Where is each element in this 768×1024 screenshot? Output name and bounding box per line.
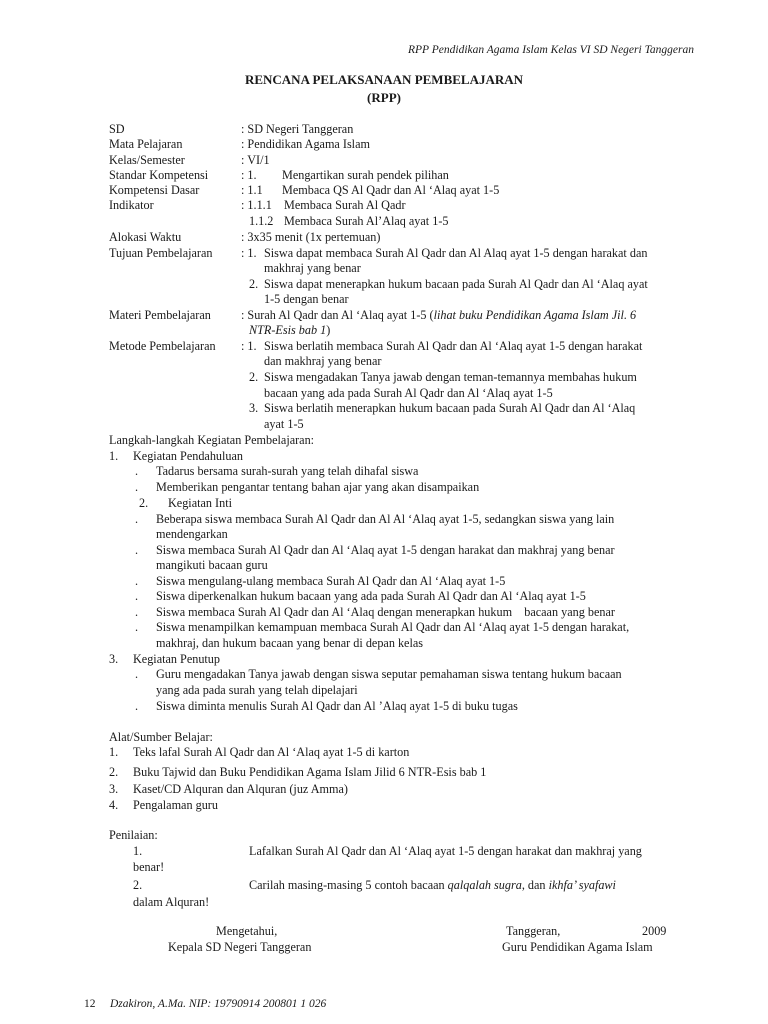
material-label: Materi Pembelajaran [109,308,211,322]
assessment-heading: Penilaian: [109,828,158,842]
resource-1-text: Teks lafal Surah Al Qadr dan Al ‘Alaq ayat 1-5 di karton [133,745,410,759]
method-1-line1: Siswa berlatih membaca Surah Al Qadr dan Al ‘Alaq ayat 1-5 dengan harakat [264,339,643,353]
assessment-1-number: 1. [133,844,143,858]
kd-text: Membaca QS Al Qadr dan Al ‘Alaq ayat 1-5 [282,183,500,197]
resource-4-text: Pengalaman guru [133,798,218,812]
resource-2-number: 2. [109,765,119,779]
bullet: . [135,605,139,619]
list-item: Siswa membaca Surah Al Qadr dan Al ‘Alaq ayat 1-5 dengan harakat dan makhraj yang benar [156,543,615,557]
step-2-title: Kegiatan Inti [168,496,232,510]
footer-author: Dzakiron, A.Ma. NIP: 19790914 200801 1 026 [110,998,327,1010]
signature-left-role: Kepala SD Negeri Tanggeran [168,940,312,954]
bullet: . [135,512,139,526]
list-item: Siswa mengulang-ulang membaca Surah Al Qadr dan Al ‘Alaq ayat 1-5 [156,574,506,588]
bullet: . [135,589,139,603]
list-item-continued: mendengarkan [156,527,228,541]
assessment-2-continued: dalam Alquran! [133,895,210,909]
resources-heading: Alat/Sumber Belajar: [109,730,213,744]
school-label: SD [109,122,125,136]
sk-text: Mengartikan surah pendek pilihan [282,168,449,182]
list-item-continued: mangikuti bacaan guru [156,558,268,572]
page-number: 12 [84,998,96,1010]
document-subtitle: (RPP) [367,90,401,105]
time-label: Alokasi Waktu [109,230,182,244]
resource-3-text: Kaset/CD Alquran dan Alquran (juz Amma) [133,782,348,796]
list-item: Tadarus bersama surah-surah yang telah dihafal siswa [156,464,419,478]
method-3-number: 3. [249,401,259,415]
time-value: : 3x35 menit (1x pertemuan) [241,230,381,244]
indicator-2-text: Membaca Surah Al’Alaq ayat 1-5 [284,214,449,228]
signature-right-year: 2009 [642,924,667,938]
step-3-number: 3. [109,652,119,666]
method-label: Metode Pembelajaran [109,339,216,353]
goal-1-number: : 1. [241,246,257,260]
indicator-label: Indikator [109,198,154,212]
resource-4-number: 4. [109,798,119,812]
signature-left-title: Mengetahui, [216,924,278,938]
term-qalqalah: qalqalah sugra [447,878,522,892]
bullet: . [135,543,139,557]
goal-label: Tujuan Pembelajaran [109,246,213,260]
list-item: Siswa membaca Surah Al Qadr dan Al ‘Alaq dengan menerapkan hukum bacaan yang benar [156,605,615,619]
method-2-number: 2. [249,370,259,384]
bullet: . [135,667,139,681]
sk-number: : 1. [241,168,257,182]
kd-label: Kompetensi Dasar [109,183,200,197]
assessment-2-text: Carilah masing-masing 5 contoh bacaan qalqalah sugra, dan ikhfa’ syafawi [249,878,616,892]
indicator-2-number: 1.1.2 [249,214,274,228]
class-label: Kelas/Semester [109,153,185,167]
material-line2: NTR-Esis bab 1) [249,323,331,337]
goal-2-line2: 1-5 dengan benar [264,292,349,306]
bullet: . [135,480,139,494]
signature-right-place: Tanggeran, [506,924,561,938]
book-reference-end: NTR-Esis bab 1 [249,323,327,337]
subject-value: : Pendidikan Agama Islam [241,137,370,151]
bullet: . [135,464,139,478]
material-line1: : Surah Al Qadr dan Al ‘Alaq ayat 1-5 (lihat buku Pendidikan Agama Islam Jil. 6 [241,308,637,322]
method-2-line1: Siswa mengadakan Tanya jawab dengan teman-temannya membahas hukum [264,370,637,384]
step-2-number: 2. [139,496,149,510]
assessment-1-continued: benar! [133,860,165,874]
kd-number: : 1.1 [241,183,263,197]
book-reference: lihat buku Pendidikan Agama Islam Jil. 6 [433,308,637,322]
school-value: : SD Negeri Tanggeran [241,122,354,136]
list-item-continued: yang ada pada surah yang telah dipelajari [156,683,358,697]
step-1-number: 1. [109,449,119,463]
list-item: Guru mengadakan Tanya jawab dengan siswa seputar pemahaman siswa tentang hukum bacaan [156,667,622,681]
goal-1-line2: makhraj yang benar [264,261,361,275]
resource-2-text: Buku Tajwid dan Buku Pendidikan Agama Islam Jilid 6 NTR-Esis bab 1 [133,765,487,779]
step-3-title: Kegiatan Penutup [133,652,220,666]
goal-2-line1: Siswa dapat menerapkan hukum bacaan pada Surah Al Qadr dan Al ‘Alaq ayat [264,277,648,291]
indicator-1-text: Membaca Surah Al Qadr [284,198,406,212]
bullet: . [135,574,139,588]
document-title: RENCANA PELAKSANAAN PEMBELAJARAN [244,72,524,87]
goal-1-line1: Siswa dapat membaca Surah Al Qadr dan Al Alaq ayat 1-5 dengan harakat dan [264,246,648,260]
list-item-continued: makhraj, dan hukum bacaan yang benar di depan kelas [156,636,424,650]
term-ikhfa: ikhfa’ syafawi [548,878,616,892]
running-header: RPP Pendidikan Agama Islam Kelas VI SD Negeri Tanggeran [408,44,694,56]
sk-label: Standar Kompetensi [109,168,209,182]
method-3-line2: ayat 1-5 [264,417,304,431]
list-item: Beberapa siswa membaca Surah Al Qadr dan Al Al ‘Alaq ayat 1-5, sedangkan siswa yang lain [156,512,615,526]
assessment-1-text: Lafalkan Surah Al Qadr dan Al ‘Alaq ayat 1-5 dengan harakat dan makhraj yang [249,844,642,858]
method-2-line2: bacaan yang ada pada Surah Al Qadr dan Al ‘Alaq ayat 1-5 [264,386,553,400]
list-item: Memberikan pengantar tentang bahan ajar yang akan disampaikan [156,480,480,494]
goal-2-number: 2. [249,277,259,291]
subject-label: Mata Pelajaran [109,137,183,151]
step-1-title: Kegiatan Pendahuluan [133,449,243,463]
list-item: Siswa menampilkan kemampuan membaca Surah Al Qadr dan Al ‘Alaq ayat 1-5 dengan harakat, [156,620,630,634]
list-item: Siswa diminta menulis Surah Al Qadr dan Al ’Alaq ayat 1-5 di buku tugas [156,699,518,713]
signature-right-role: Guru Pendidikan Agama Islam [502,940,653,954]
indicator-1-number: : 1.1.1 [241,198,272,212]
assessment-2-number: 2. [133,878,143,892]
list-item: Siswa diperkenalkan hukum bacaan yang ada pada Surah Al Qadr dan Al ‘Alaq ayat 1-5 [156,589,586,603]
method-1-line2: dan makhraj yang benar [264,354,382,368]
method-1-number: : 1. [241,339,257,353]
bullet: . [135,620,139,634]
method-3-line1: Siswa berlatih menerapkan hukum bacaan pada Surah Al Qadr dan Al ‘Alaq [264,401,636,415]
resource-1-number: 1. [109,745,119,759]
steps-heading: Langkah-langkah Kegiatan Pembelajaran: [109,433,315,447]
class-value: : VI/1 [241,153,270,167]
resource-3-number: 3. [109,782,119,796]
bullet: . [135,699,139,713]
